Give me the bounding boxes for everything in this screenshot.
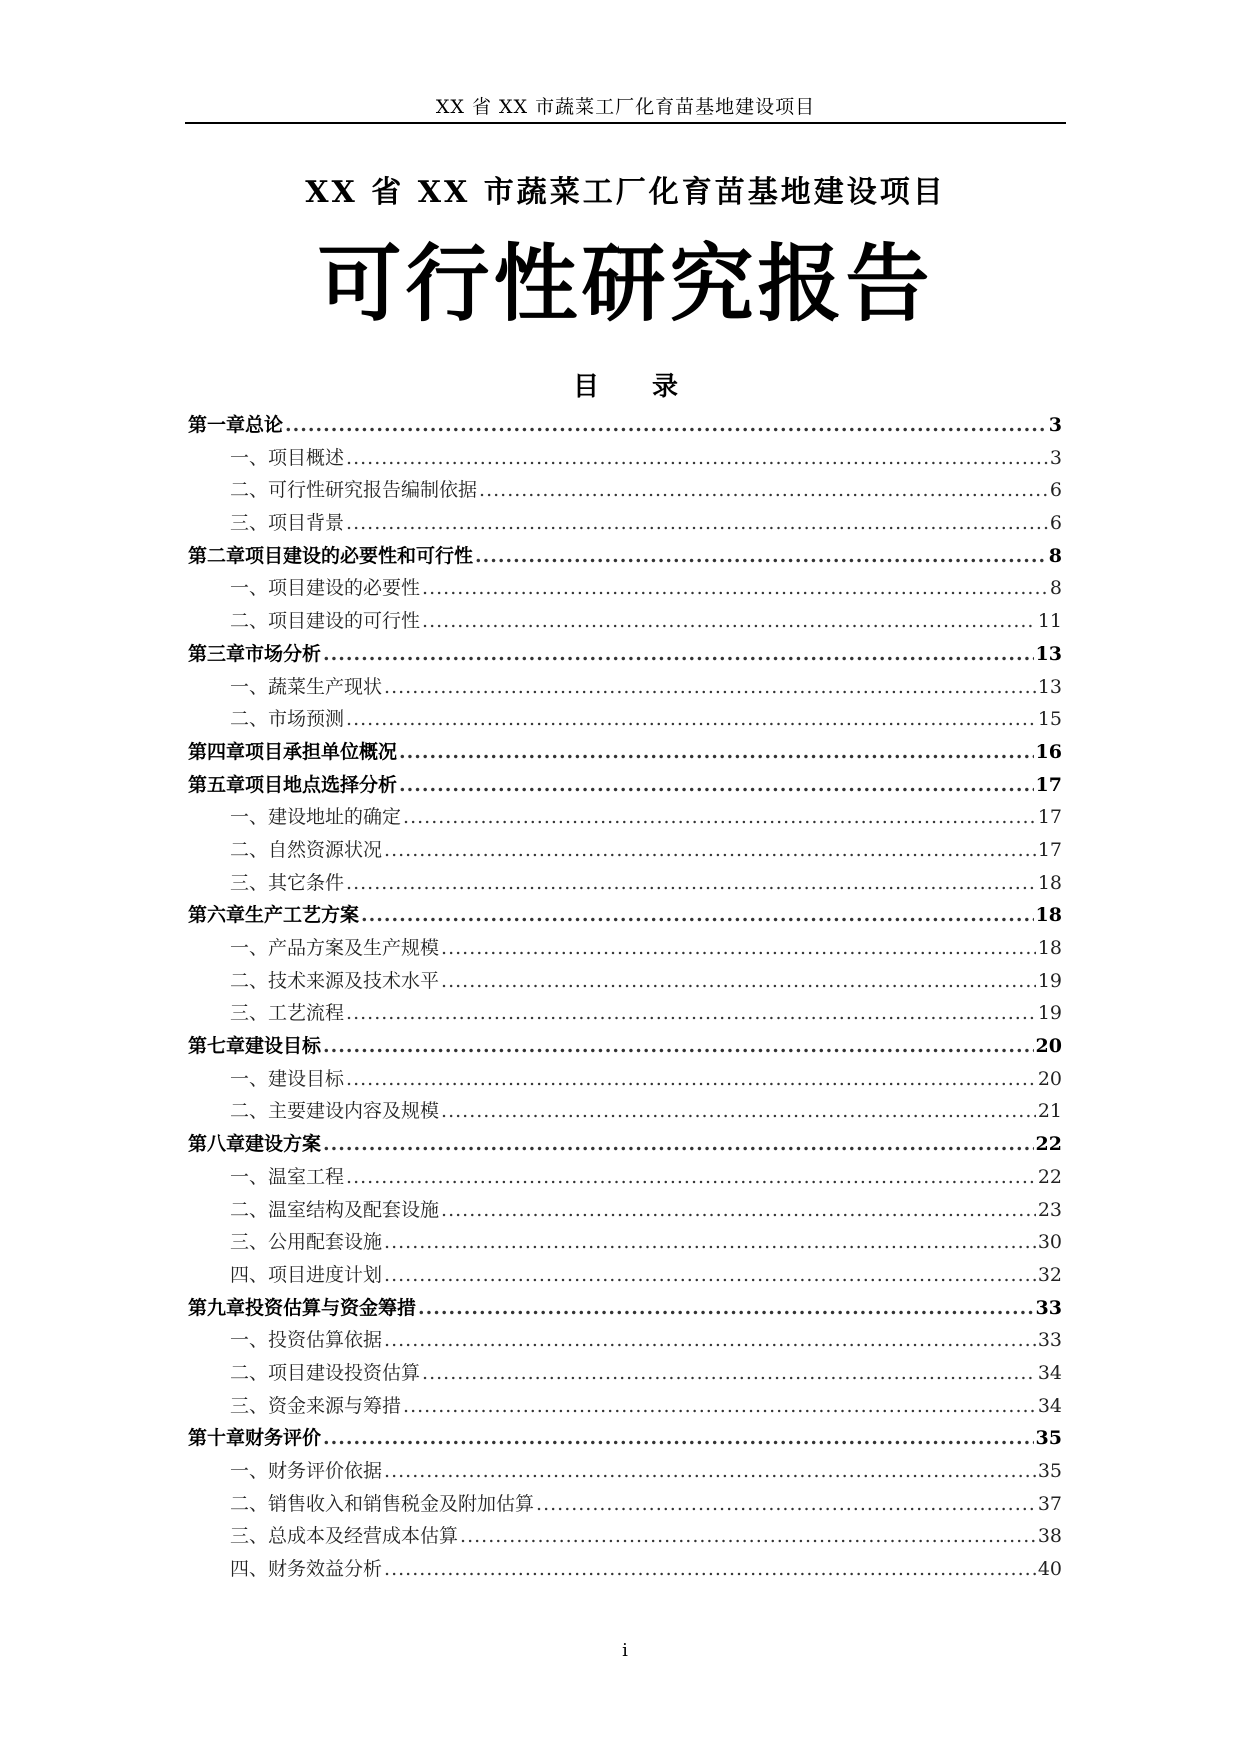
toc-entry-page: 6 [1049,479,1062,502]
toc-dot-leader [536,1488,1036,1521]
toc-dot-leader [422,1357,1036,1390]
toc-dot-leader [384,1455,1036,1488]
toc-entry-label: 可行性研究报告编制依据 [268,479,478,502]
toc-entry-page: 18 [1037,871,1062,894]
toc-entry-number: 三、 [230,871,269,894]
toc-section-entry[interactable] [188,965,1062,998]
toc-entry-label: 市场预测 [268,708,345,731]
toc-entry-label: 市场分析 [245,642,322,665]
toc-entry-page: 3 [1048,414,1062,436]
toc-entry-page: 16 [1035,740,1062,763]
toc-entry-page: 23 [1037,1198,1062,1221]
toc-dot-leader [346,997,1036,1030]
toc-entry-label: 财务效益分析 [268,1558,383,1581]
toc-chapter-entry[interactable] [188,540,1062,573]
toc-entry-number: 一、 [230,1329,269,1352]
toc-entry-number: 二、 [230,1100,269,1123]
toc-entry-number: 一、 [230,1460,269,1482]
toc-section-entry[interactable] [188,1259,1062,1292]
toc-chapter-entry[interactable] [188,736,1062,769]
toc-section-entry[interactable] [188,1063,1062,1096]
toc-section-entry[interactable] [188,1194,1062,1227]
toc-entry-page: 38 [1037,1525,1062,1548]
toc-chapter-entry[interactable] [188,638,1062,671]
toc-entry-page: 13 [1037,675,1062,698]
toc-dot-leader [346,1161,1036,1194]
toc-section-entry[interactable] [188,703,1062,736]
document-title: 可行性研究报告 [317,234,934,333]
toc-dot-leader [422,572,1048,605]
toc-chapter-entry[interactable] [188,1292,1062,1325]
toc-entry-page: 6 [1049,512,1062,535]
toc-dot-leader [460,1520,1036,1553]
toc-entry-label: 生产工艺方案 [245,904,360,927]
toc-section-entry[interactable] [188,834,1062,867]
toc-entry-label: 技术来源及技术水平 [268,969,440,992]
toc-dot-leader [384,1226,1036,1259]
toc-dot-leader [323,1422,1034,1455]
toc-entry-label: 自然资源状况 [268,838,383,861]
toc-dot-leader [361,899,1034,932]
toc-entry-label: 销售收入和销售税金及附加估算 [268,1492,535,1515]
toc-entry-label: 总成本及经营成本估算 [268,1525,459,1548]
toc-entry-page: 17 [1035,773,1062,796]
toc-dot-leader [323,1128,1034,1161]
toc-dot-leader [323,638,1034,671]
toc-section-entry[interactable] [188,997,1062,1030]
toc-entry-page: 13 [1035,642,1062,665]
toc-entry-page: 3 [1049,446,1062,469]
toc-entry-number: 第四章 [188,740,246,763]
toc-entry-number: 二、 [230,969,269,992]
toc-dot-leader [384,1324,1036,1357]
toc-entry-label: 公用配套设施 [268,1231,383,1254]
toc-entry-number: 四、 [230,1263,269,1286]
toc-entry-number: 一、 [230,675,269,698]
toc-entry-number: 三、 [230,1002,269,1025]
toc-entry-page: 35 [1037,1460,1062,1482]
toc-entry-label: 项目背景 [268,512,345,535]
toc-entry-label: 总论 [245,414,284,436]
toc-entry-page: 8 [1048,544,1062,567]
toc-dot-leader [479,474,1048,507]
toc-entry-page: 19 [1037,969,1062,992]
toc-section-entry[interactable] [188,572,1062,605]
toc-entry-label: 项目建设投资估算 [268,1361,421,1384]
toc-section-entry[interactable] [188,1095,1062,1128]
toc-entry-page: 30 [1037,1231,1062,1254]
toc-dot-leader [346,442,1048,475]
running-header: XX 省 XX 市蔬菜工厂化育苗基地建设项目 [435,96,816,118]
toc-entry-page: 33 [1037,1329,1062,1352]
toc-entry-page: 20 [1035,1035,1062,1058]
toc-section-entry[interactable] [188,1357,1062,1390]
toc-entry-number: 第六章 [188,904,246,927]
toc-dot-leader [403,1390,1036,1423]
toc-dot-leader [422,605,1036,638]
toc-dot-leader [475,540,1047,573]
toc-dot-leader [418,1292,1034,1325]
toc-entry-page: 34 [1037,1361,1062,1384]
toc-entry-label: 财务评价 [245,1427,322,1450]
toc-entry-number: 二、 [230,708,269,731]
toc-entry-page: 22 [1035,1133,1062,1156]
toc-entry-page: 11 [1037,610,1062,633]
toc-chapter-entry[interactable] [188,769,1062,802]
toc-entry-page: 15 [1037,708,1062,731]
toc-entry-page: 37 [1037,1492,1062,1515]
toc-entry-page: 19 [1037,1002,1062,1025]
toc-dot-leader [399,769,1034,802]
toc-dot-leader [384,834,1036,867]
toc-entry-label: 项目进度计划 [268,1263,383,1286]
toc-entry-page: 33 [1035,1296,1062,1319]
toc-entry-label: 蔬菜生产现状 [268,675,383,698]
toc-dot-leader [441,1194,1036,1227]
toc-chapter-entry[interactable] [188,1030,1062,1063]
toc-chapter-entry[interactable] [188,1422,1062,1455]
toc-entry-number: 二、 [230,610,269,633]
page-number: i [622,1640,628,1661]
toc-entry-number: 二、 [230,1361,269,1384]
toc-entry-page: 32 [1037,1263,1062,1286]
toc-entry-number: 一、 [230,1165,269,1188]
toc-entry-label: 建设方案 [245,1133,322,1156]
toc-entry-label: 项目承担单位概况 [245,740,398,763]
document-subtitle: XX 省 XX 市蔬菜工厂化育苗基地建设项目 [305,175,946,210]
toc-section-entry[interactable] [188,1455,1062,1488]
header-divider [185,122,1066,124]
toc-dot-leader [441,932,1036,965]
toc-entry-label: 项目建设的必要性和可行性 [245,544,474,567]
toc-entry-number: 三、 [230,512,269,535]
toc-entry-page: 34 [1037,1394,1062,1417]
toc-section-entry[interactable] [188,1488,1062,1521]
toc-entry-page: 17 [1037,838,1062,861]
toc-entry-label: 建设地址的确定 [268,806,402,829]
toc-entry-number: 第七章 [188,1035,246,1058]
toc-entry-label: 主要建设内容及规模 [268,1100,440,1123]
toc-entry-page: 35 [1035,1427,1062,1450]
toc-entry-label: 其它条件 [268,871,345,894]
toc-entry-page: 40 [1037,1558,1062,1581]
toc-entry-number: 二、 [230,1492,269,1515]
toc-entry-label: 资金来源与筹措 [268,1394,402,1417]
toc-section-entry[interactable] [188,1390,1062,1423]
toc-entry-number: 第五章 [188,773,246,796]
toc-entry-number: 三、 [230,1231,269,1254]
toc-entry-number: 一、 [230,937,269,959]
toc-entry-number: 第十章 [188,1427,246,1450]
toc-dot-leader [441,1095,1036,1128]
toc-dot-leader [384,1553,1036,1586]
toc-section-entry[interactable] [188,442,1062,475]
toc-entry-label: 投资估算依据 [268,1329,383,1352]
toc-entry-page: 18 [1035,904,1062,927]
toc-section-entry[interactable] [188,801,1062,834]
toc-entry-label: 建设目标 [268,1067,345,1090]
toc-entry-label: 工艺流程 [268,1002,345,1025]
toc-entry-page: 22 [1037,1165,1062,1188]
toc-entry-number: 第一章 [188,414,246,436]
toc-entry-number: 二、 [230,838,269,861]
toc-dot-leader [441,965,1036,998]
toc-section-entry[interactable] [188,1553,1062,1586]
toc-entry-label: 项目建设的必要性 [268,577,421,600]
toc-section-entry[interactable] [188,1324,1062,1357]
toc-entry-number: 第三章 [188,642,246,665]
toc-entry-number: 第二章 [188,544,246,567]
table-of-contents [188,409,1062,1586]
toc-entry-label: 项目地点选择分析 [245,773,398,796]
toc-entry-number: 第九章 [188,1296,246,1319]
toc-entry-number: 三、 [230,1525,269,1548]
toc-entry-label: 项目建设的可行性 [268,610,421,633]
toc-entry-page: 20 [1037,1067,1062,1090]
toc-section-entry[interactable] [188,507,1062,540]
toc-entry-number: 一、 [230,577,269,600]
toc-section-entry[interactable] [188,605,1062,638]
toc-section-entry[interactable] [188,1161,1062,1194]
toc-entry-label: 财务评价依据 [268,1460,383,1482]
toc-entry-label: 温室结构及配套设施 [268,1198,440,1221]
toc-section-entry[interactable] [188,867,1062,900]
toc-dot-leader [323,1030,1034,1063]
toc-entry-number: 一、 [230,806,269,829]
toc-entry-number: 一、 [230,1067,269,1090]
toc-section-entry[interactable] [188,474,1062,507]
toc-entry-number: 四、 [230,1558,269,1581]
toc-entry-page: 8 [1049,577,1062,600]
toc-entry-number: 三、 [230,1394,269,1417]
toc-dot-leader [384,1259,1036,1292]
toc-entry-number: 第八章 [188,1133,246,1156]
toc-dot-leader [384,671,1036,704]
toc-dot-leader [346,703,1036,736]
toc-entry-label: 温室工程 [268,1165,345,1188]
toc-chapter-entry[interactable] [188,409,1062,442]
toc-entry-label: 投资估算与资金筹措 [245,1296,417,1319]
toc-heading: 目 录 [572,372,679,402]
toc-chapter-entry[interactable] [188,1128,1062,1161]
toc-entry-label: 项目概述 [268,446,345,469]
toc-dot-leader [346,507,1048,540]
toc-dot-leader [346,1063,1036,1096]
toc-dot-leader [403,801,1036,834]
toc-entry-label: 建设目标 [245,1035,322,1058]
toc-section-entry[interactable] [188,1226,1062,1259]
toc-entry-page: 21 [1037,1100,1062,1123]
toc-dot-leader [285,409,1047,442]
toc-entry-label: 产品方案及生产规模 [268,937,440,959]
toc-chapter-entry[interactable] [188,899,1062,932]
toc-entry-page: 17 [1037,806,1062,829]
toc-dot-leader [346,867,1036,900]
toc-entry-number: 一、 [230,446,269,469]
toc-dot-leader [399,736,1034,769]
toc-entry-number: 二、 [230,479,269,502]
toc-section-entry[interactable] [188,671,1062,704]
toc-entry-number: 二、 [230,1198,269,1221]
toc-section-entry[interactable] [188,1520,1062,1553]
toc-entry-page: 18 [1037,937,1062,959]
toc-section-entry[interactable] [188,932,1062,965]
